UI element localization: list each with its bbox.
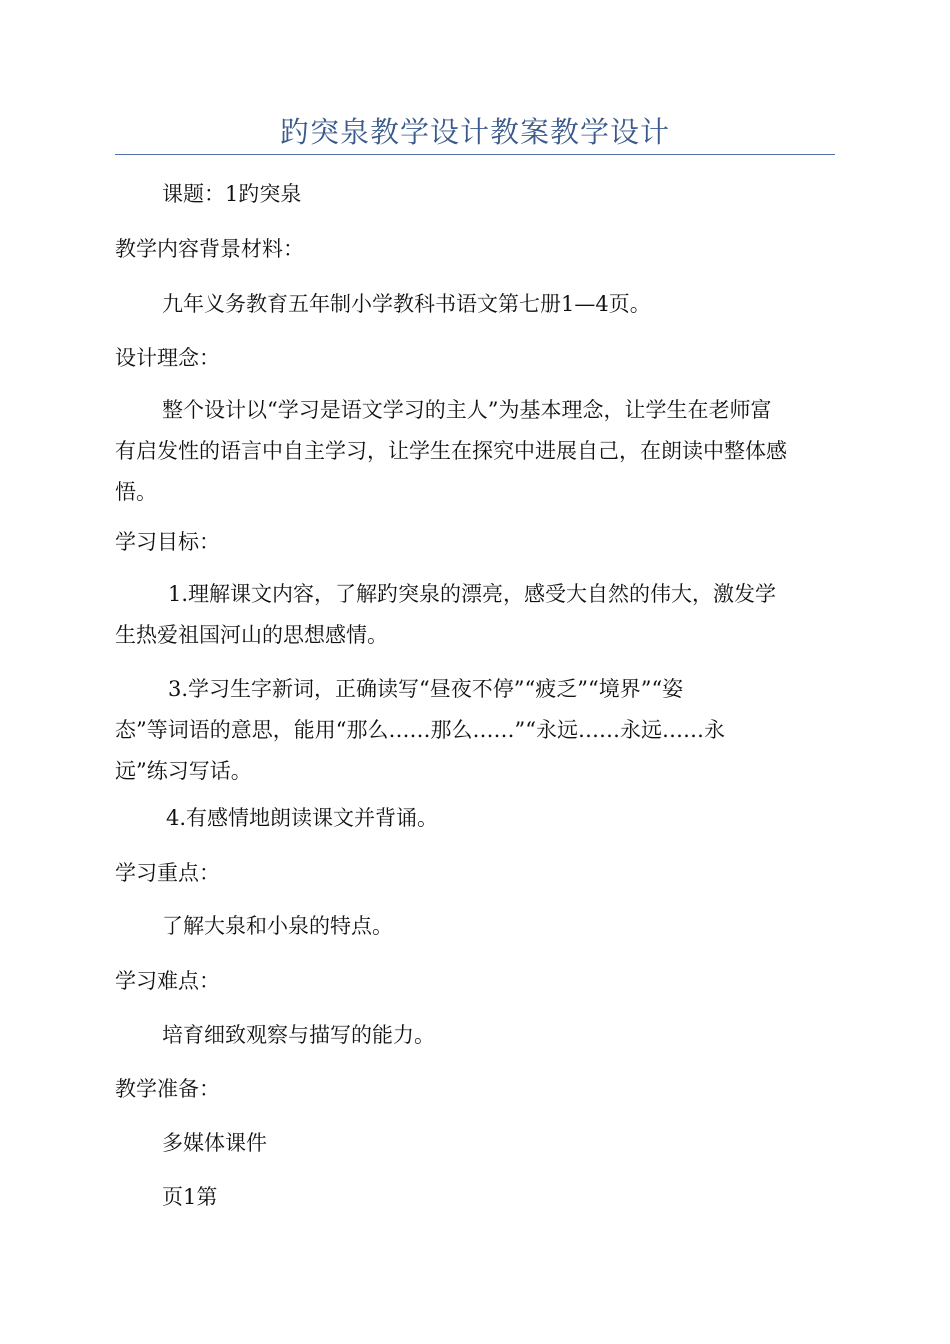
key-text: 了解大泉和小泉的特点。: [162, 914, 393, 938]
goal-3-line-1: 3.学习生字新词，正确读写“昼夜不停”“疲乏”“境界”“姿: [168, 677, 684, 701]
prep-text: 多媒体课件: [162, 1131, 267, 1155]
document-title: 趵突泉教学设计教案教学设计: [279, 115, 670, 149]
difficulty-text: 培育细致观察与描写的能力。: [162, 1023, 435, 1047]
page-footer: 页1第: [162, 1185, 218, 1209]
concept-line-2: 有启发性的语言中自主学习，让学生在探究中进展自己，在朗读中整体感: [115, 439, 787, 463]
background-text: 九年义务教育五年制小学教科书语文第七册1—4页。: [162, 292, 651, 316]
goal-3-line-2: 态”等词语的意思，能用“那么……那么……”“永远……永远……永: [115, 718, 725, 742]
concept-line-3: 悟。: [115, 480, 157, 504]
background-heading: 教学内容背景材料：: [115, 237, 304, 261]
difficulty-heading: 学习难点：: [115, 969, 220, 993]
goal-1-line-2: 生热爱祖国河山的思想感情。: [115, 623, 388, 647]
goal-3-paragraph: [115, 669, 725, 792]
goal-3-line-3: 远”练习写话。: [115, 759, 252, 783]
title-underline: [115, 154, 835, 155]
concept-heading: 设计理念：: [115, 346, 220, 370]
prep-heading: 教学准备：: [115, 1077, 220, 1101]
concept-paragraph: [115, 390, 787, 513]
goal-4-line: 4.有感情地朗读课文并背诵。: [166, 806, 439, 830]
goal-1-paragraph: [115, 574, 776, 656]
goal-1-line-1: 1.理解课文内容，了解趵突泉的漂亮，感受大自然的伟大，激发学: [168, 582, 777, 606]
lesson-title-line: 课题：1趵突泉: [162, 182, 302, 206]
concept-line-1: 整个设计以“学习是语文学习的主人”为基本理念，让学生在老师富: [162, 398, 772, 422]
key-heading: 学习重点：: [115, 861, 220, 885]
goals-heading: 学习目标：: [115, 530, 220, 554]
